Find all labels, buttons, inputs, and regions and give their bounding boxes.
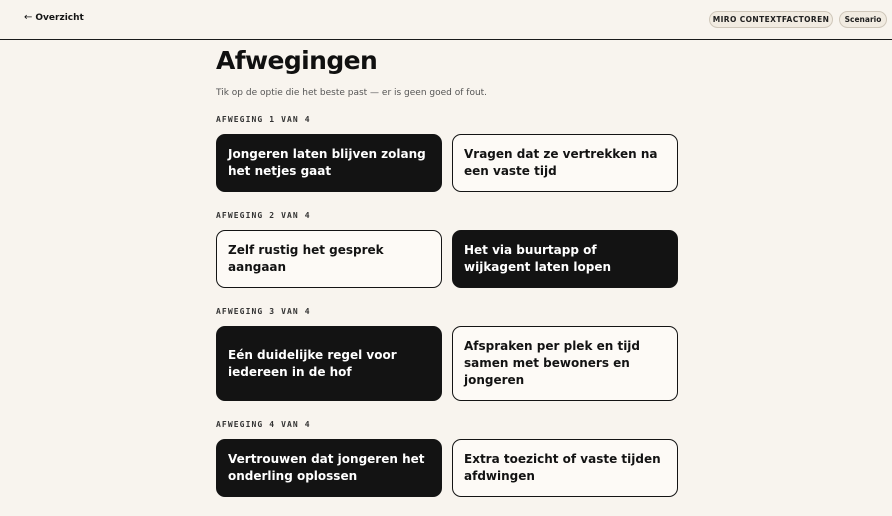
top-bar — [0, 0, 892, 40]
tradeoff-2-option-b[interactable]: Het via buurtapp of wijkagent laten lopen — [452, 230, 678, 288]
page-title: Afwegingen — [216, 46, 378, 75]
tradeoff-2-option-a[interactable]: Zelf rustig het gesprek aangaan — [216, 230, 442, 288]
tradeoff-3-option-b[interactable]: Afspraken per plek en tijd samen met bewoners en jongeren — [452, 326, 678, 401]
page-subtitle: Tik op de optie die het beste past — er is geen goed of fout. — [216, 88, 488, 98]
back-to-overview-link[interactable] — [24, 13, 84, 23]
context-factors-button[interactable]: MIRO CONTEXTFACTOREN — [709, 11, 833, 28]
back-link-label: Overzicht — [35, 13, 84, 23]
arrow-left-icon: ← — [24, 12, 33, 23]
tradeoff-1-option-b[interactable]: Vragen dat ze vertrekken na een vaste tijd — [452, 134, 678, 192]
tradeoff-4-option-b[interactable]: Extra toezicht of vaste tijden afdwingen — [452, 439, 678, 497]
tradeoff-2-label: AFWEGING 2 VAN 4 — [216, 211, 311, 220]
scenario-button[interactable]: Scenario — [839, 11, 887, 28]
tradeoff-3-option-a[interactable]: Eén duidelijke regel voor iedereen in de hof — [216, 326, 442, 401]
tradeoff-4-option-a[interactable]: Vertrouwen dat jongeren het onderling oplossen — [216, 439, 442, 497]
tradeoff-1-label: AFWEGING 1 VAN 4 — [216, 115, 311, 124]
tradeoff-1-option-a[interactable]: Jongeren laten blijven zolang het netjes gaat — [216, 134, 442, 192]
tradeoff-3-label: AFWEGING 3 VAN 4 — [216, 307, 311, 316]
tradeoff-4-label: AFWEGING 4 VAN 4 — [216, 420, 311, 429]
